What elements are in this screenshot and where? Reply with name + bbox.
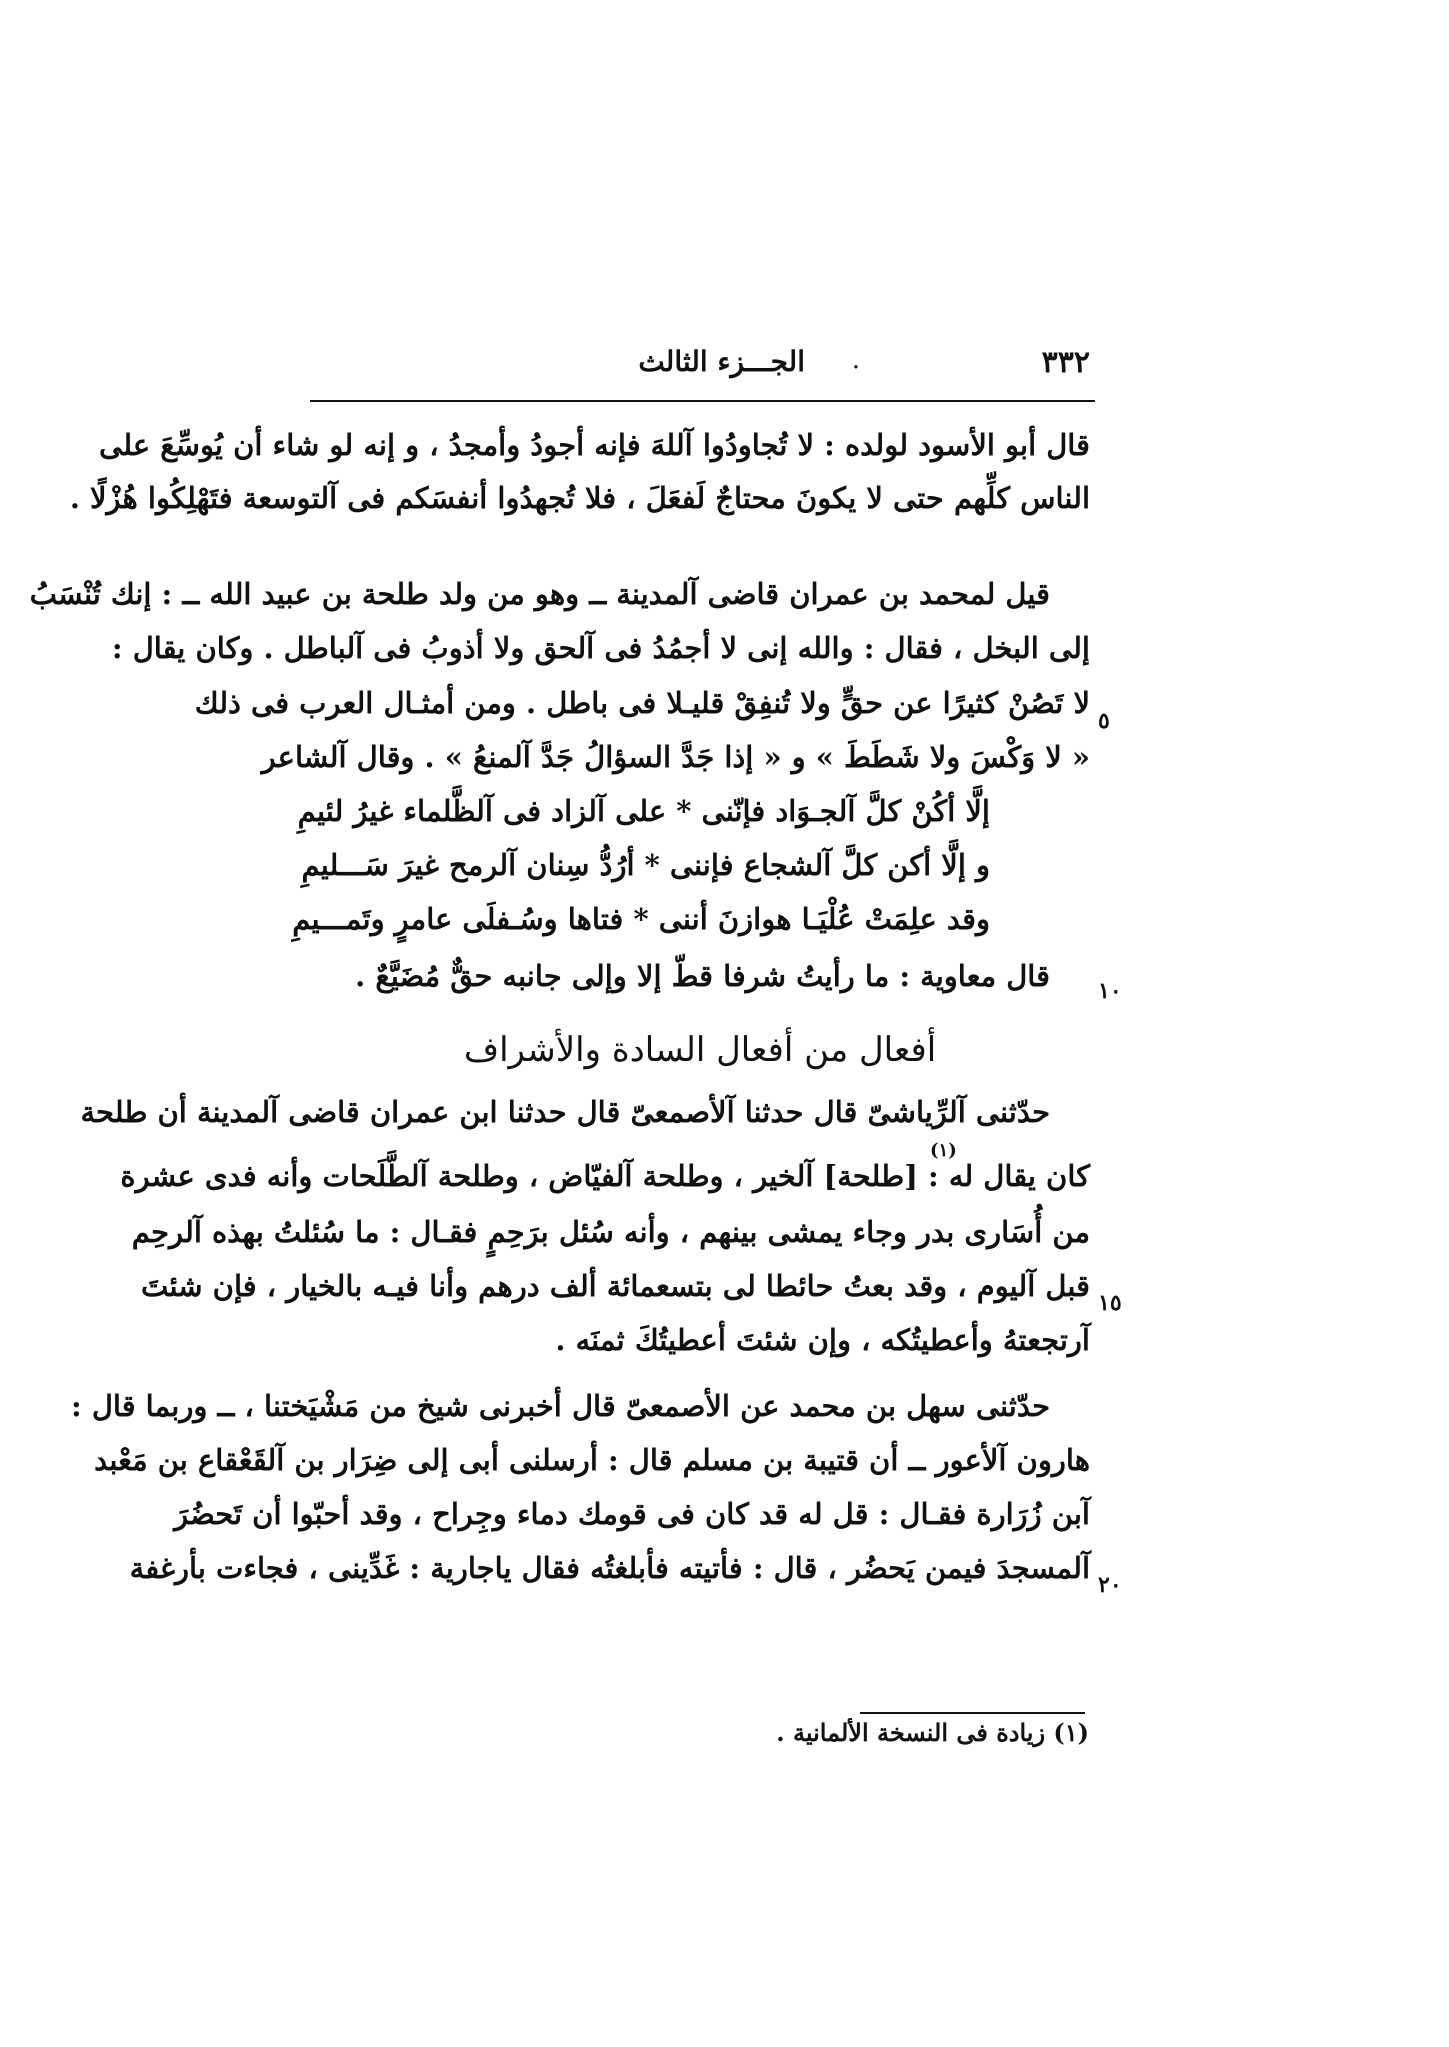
verse-line: و إلَّا أكن كلَّ آلشجاع فإننى * أرُدُّ سِنان آلرمح غيرَ سَـــليمِ: [301, 848, 990, 882]
verse-line: إلَّا أكُنْ كلَّ آلجـوَاد فإنّنى * على آلزاد فى آلظَّلماء غيرُ لئيمِ: [297, 794, 990, 828]
text-line: آبن زُرَارة فقـال : قل له قد كان فى قومك دماء وجِراح ، وقد أحبّوا أن تَحضُرَ: [174, 1497, 1090, 1531]
text-line: حدّثنى سهل بن محمد عن الأصمعىّ قال أخبرنى شيخ من مَشْيَختنا ، ــ وربما قال :: [71, 1389, 1050, 1423]
running-title: الجـــزء الثالث: [638, 345, 805, 378]
footnote-rule: [860, 1712, 1085, 1714]
header-rule: [310, 400, 1095, 402]
footnote-marker: (١): [930, 1140, 957, 1161]
text-line: هارون آلأعور ــ أن قتيبة بن مسلم قال : أرسلنى أبى إلى ضِرَار بن آلقَعْقاع بن مَعْبد: [94, 1443, 1090, 1477]
text-line: قبل آليوم ، وقد بعتُ حائطا لى بتسعمائة ألف درهم وأنا فيـه بالخيار ، فإن شئتَ: [141, 1269, 1090, 1303]
text-line: قيل لمحمد بن عمران قاضى آلمدينة ــ وهو من ولد طلحة بن عبيد الله ــ : إنك تُنْسَبُ: [29, 577, 1050, 611]
text-line: آرتجعتهُ وأعطيتُكه ، وإن شئتَ أعطيتُكَ ثمنَه .: [555, 1323, 1090, 1357]
text-line: حدّثنى آلرِّياشىّ قال حدثنا آلأصمعىّ قال حدثنا ابن عمران قاضى آلمدينة أن طلحة: [80, 1095, 1050, 1129]
text-line: إلى البخل ، فقال : والله إنى لا أجمُدُ فى آلحق ولا أذوبُ فى آلباطل . وكان يقال :: [111, 631, 1090, 665]
text-line: آلمسجدَ فيمن يَحضُر ، قال : فأتيته فأبلغتُه فقال ياجارية : غَدِّينى ، فجاءت بأرغفة: [129, 1551, 1090, 1585]
line-number: ١٠: [1098, 978, 1122, 1004]
verse-line: وقد علِمَتْ عُلْيَـا هوازنَ أننى * فتاها وسُـفلَى عامرٍ وتَمـــيمِ: [292, 902, 990, 936]
text-line: من أُسَارى بدر وجاء يمشى بينهم ، وأنه سُئل برَحِمٍ فقـال : ما سُئلتُ بهذه آلرحِم: [131, 1215, 1090, 1249]
page-number: ٣٣٢: [1041, 345, 1090, 380]
text-line: لا تَصُنْ كثيرًا عن حقٍّ ولا تُنفِقْ قليـلا فى باطل . ومن أمثـال العرب فى ذلك: [194, 686, 1090, 720]
line-number: ٥: [1098, 708, 1110, 734]
line-number: ٢٠: [1098, 1572, 1122, 1598]
section-title: أفعال من أفعال السادة والأشراف: [463, 1030, 937, 1070]
text-line: قال معاوية : ما رأيتُ شرفا قطّ إلا وإلى جانبه حقٌّ مُضَيَّعٌ .: [355, 959, 1050, 993]
page-header: [310, 345, 1090, 395]
text-line: قال أبو الأسود لولده : لا تُجاودُوا آللهَ فإنه أجودُ وأمجدُ ، و إنه لو شاء أن يُوسِّعَ على: [99, 428, 1090, 462]
text-line: الناس كلِّهم حتى لا يكونَ محتاجٌ لَفعَلَ ، فلا تُجهدُوا أنفسَكم فى آلتوسعة فتَهْلِكُوا هُزْلًا .: [69, 481, 1090, 515]
header-separator: .: [851, 345, 860, 375]
footnote: (١) زيادة فى النسخة الألمانية .: [776, 1718, 1089, 1747]
text-line: كان يقال له : [طلحة] آلخير ، وطلحة آلفيّاض ، وطلحة آلطَّلَحات وأنه فدى عشرة: [120, 1159, 1090, 1193]
text-line: « لا وَكْسَ ولا شَطَطَ » و « إذا جَدَّ السؤالُ جَدَّ آلمنعُ » . وقال آلشاعر: [261, 740, 1090, 774]
line-number: ١٥: [1098, 1290, 1122, 1316]
